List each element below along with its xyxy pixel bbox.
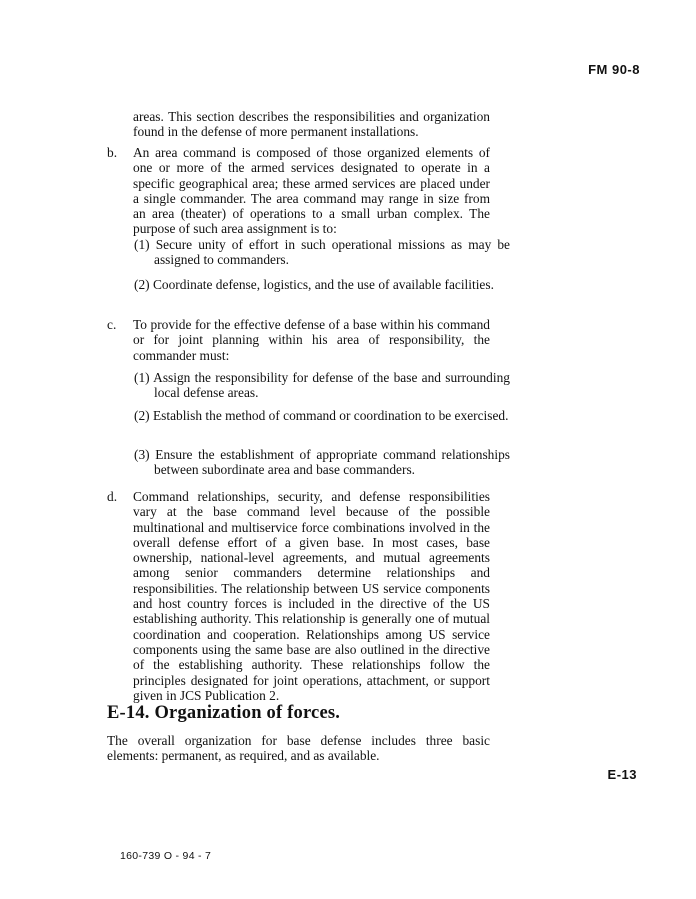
para-d-text: Command relationships, security, and defense responsibilities vary at the base command level because of the possible multinational and multiservice force combinations involved in the overall defense effort of a given base. In most cases, base ownership, national-level agreements, and mutual agreements among senior commanders determine relationships and responsibilities. The relationship between US service components and host country forces is included in the directive of the US establishing authority. This relationship is generally one of mutual coordination and cooperation. Relationships among US service components using the same base are also outlined in the directive of the establishing authority. These relationships follow the principles designated for joint operations, attachment, or support given in JCS Publication 2. [133, 489, 490, 703]
intro-paragraph: areas. This section describes the responsibilities and organization found in the defense of more permanent installations. [133, 109, 490, 140]
para-c-letter: c. [107, 317, 117, 332]
print-code: 160-739 O - 94 - 7 [120, 850, 212, 862]
para-d-letter: d. [107, 489, 118, 504]
para-c-item-1: (1) Assign the responsibility for defense of the base and surrounding local defense areas. [134, 370, 510, 401]
para-b-letter: b. [107, 145, 118, 160]
para-c-item-3: (3) Ensure the establishment of appropriate command relationships between subordinate area and base commanders. [134, 447, 510, 478]
document-code: FM 90-8 [588, 62, 640, 77]
section-paragraph: The overall organization for base defense includes three basic elements: permanent, as required, and as available. [107, 733, 490, 764]
page-number: E-13 [607, 767, 637, 782]
para-c-text: To provide for the effective defense of a base within his command or for joint planning within his area of responsibility, the commander must: [133, 317, 490, 363]
para-b-item-1: (1) Secure unity of effort in such operational missions as may be assigned to commanders. [134, 237, 510, 268]
para-b-text: An area command is composed of those organized elements of one or more of the armed services designated to operate in a specific geographical area; these armed services are placed under a single commander. The area command may range in size from an area (theater) of operations to a small urban complex. The purpose of such area assignment is to: [133, 145, 490, 237]
para-b-item-2: (2) Coordinate defense, logistics, and the use of available facilities. [134, 277, 494, 292]
section-heading: E-14. Organization of forces. [107, 703, 341, 723]
para-c-item-2: (2) Establish the method of command or coordination to be exercised. [134, 408, 509, 423]
